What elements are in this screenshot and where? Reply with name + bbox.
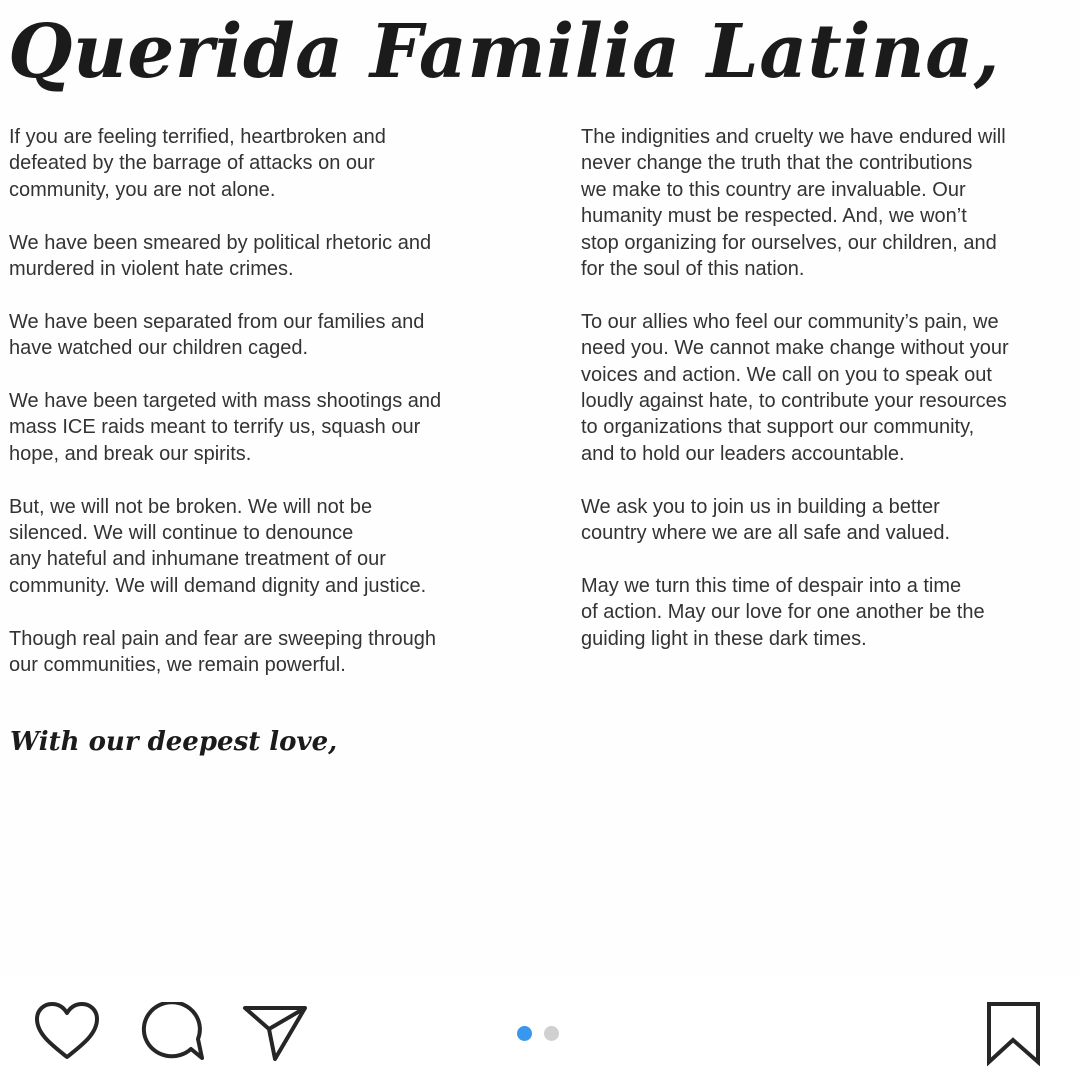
letter-title: Querida Familia Latina, <box>8 9 1000 95</box>
left-column <box>9 124 519 705</box>
carousel-dot-active <box>517 1026 532 1041</box>
right-column <box>581 124 1080 678</box>
paragraph: We have been separated from our families and have watched our children caged. <box>9 310 425 360</box>
paragraph: We have been smeared by political rhetoric and murdered in violent hate crimes. <box>9 231 432 281</box>
post-action-bar <box>0 975 1080 1080</box>
carousel-dot <box>544 1026 559 1041</box>
paragraph: If you are feeling terrified, heartbroken and defeated by the barrage of attacks on our community, you are not alone. <box>9 126 386 201</box>
paragraph: Though real pain and fear are sweeping through our communities, we remain powerful. <box>9 627 436 677</box>
paragraph: We have been targeted with mass shootings and mass ICE raids meant to terrify us, squash our hope, and break our spirits. <box>9 390 442 465</box>
paragraph: We ask you to join us in building a better country where we are all safe and valued. <box>581 495 951 545</box>
heart-icon[interactable] <box>34 1001 100 1061</box>
comment-icon[interactable] <box>140 1002 206 1064</box>
paper-plane-icon[interactable] <box>242 1003 308 1063</box>
paragraph: May we turn this time of despair into a time of action. May our love for one another be the guiding light in these dark times. <box>581 574 985 650</box>
bookmark-icon[interactable] <box>980 1000 1046 1066</box>
paragraph: The indignities and cruelty we have endured will never change the truth that the contributions we make to this country are invaluable. Our humanity must be respected. And, we won’t stop organizing for ourselves, our children, and for the soul of this nation. <box>581 126 1006 281</box>
carousel-indicator <box>517 1026 567 1042</box>
letter-signoff: With our deepest love, <box>10 727 338 757</box>
paragraph: To our allies who feel our community’s pain, we need you. We cannot make change without your voices and action. We call on you to speak out loudly against hate, to contribute your resources to organizations that support our community, and to hold our leaders accountable. <box>581 310 1009 465</box>
paragraph: But, we will not be broken. We will not be silenced. We will continue to denounce any hateful and inhumane treatment of our community. We will demand dignity and justice. <box>9 495 427 597</box>
